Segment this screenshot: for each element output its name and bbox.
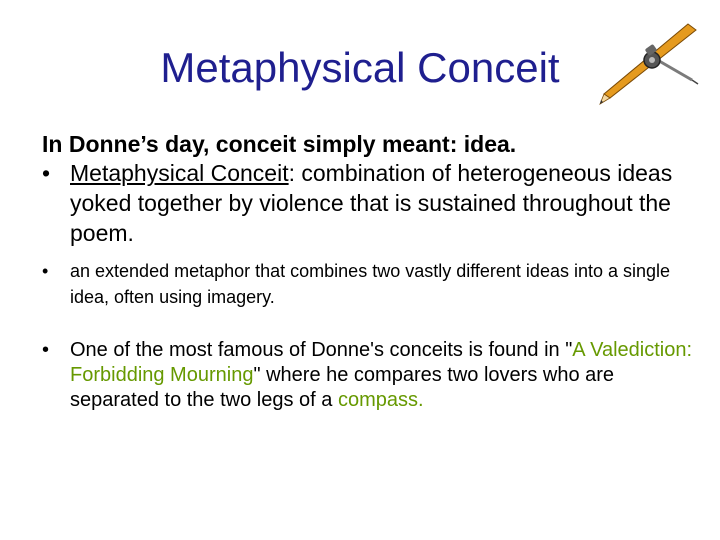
- bullet-glyph: •: [42, 160, 51, 186]
- bullet-extended-metaphor: [42, 258, 692, 310]
- poem-title-link[interactable]: A Valediction: Forbidding Mourning: [70, 339, 693, 386]
- bullet-text-middle: " where he compares two lovers who are separated to the two legs of a: [70, 364, 615, 411]
- bullet-donne-example: [42, 338, 692, 413]
- bullet-metaphysical-conceit: [42, 158, 692, 248]
- slide-title: Metaphysical Conceit: [160, 44, 560, 91]
- bullet-glyph: •: [42, 339, 50, 361]
- compass-highlight: compass.: [337, 389, 424, 411]
- bullet-glyph: •: [42, 261, 49, 281]
- bullet-text-before: One of the most famous of Donne's conceits is found in ": [70, 339, 573, 361]
- compass-icon: [592, 18, 700, 110]
- intro-text: In Donne’s day, conceit simply meant: idea.: [42, 131, 517, 157]
- bullet-definition: : combination of heterogeneous ideas yoked together by violence that is sustained throughout the poem.: [70, 160, 673, 246]
- slide-body: [42, 130, 692, 413]
- bullet-text: an extended metaphor that combines two vastly different ideas into a single idea, often using imagery.: [70, 261, 671, 307]
- term-metaphysical-conceit: Metaphysical Conceit: [70, 160, 289, 186]
